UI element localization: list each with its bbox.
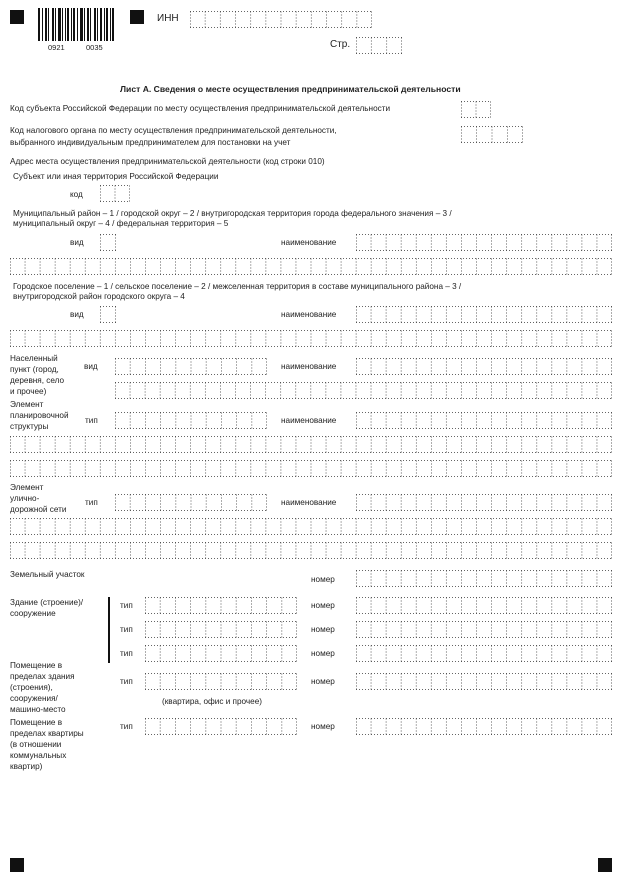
tax-code-input[interactable] <box>461 126 523 143</box>
planning-label-1: Элемент <box>10 400 44 409</box>
room-tip-input[interactable] <box>145 673 297 690</box>
inn-label: ИНН <box>157 13 179 24</box>
subject-territory-label: Субъект или иная территория Российской Федерации <box>13 172 219 181</box>
street-tip-input[interactable] <box>115 494 267 511</box>
planning-name-input[interactable] <box>356 412 612 429</box>
room-nomer-label: номер <box>311 677 335 686</box>
planning-label-3: структуры <box>10 422 49 431</box>
land-nomer-label: номер <box>311 575 335 584</box>
corner-mark-bottom-left <box>10 858 24 872</box>
building-nomer-input-2[interactable] <box>356 621 612 638</box>
planning-name-input-3[interactable] <box>10 460 612 477</box>
building-tip-label-3: тип <box>120 649 133 658</box>
tax-code-label-2: выбранного индивидуальным предпринимателем для постановки на учет <box>10 138 291 147</box>
planning-tip-input[interactable] <box>115 412 267 429</box>
locality-label-1: Населенный <box>10 354 58 363</box>
building-tip-label-1: тип <box>120 601 133 610</box>
room-label-2: пределах здания <box>10 672 75 681</box>
address-title: Адрес места осуществления предпринимательской деятельности (код строки 010) <box>10 157 325 166</box>
barcode-number-right: 0035 <box>86 43 103 52</box>
building-nomer-label-2: номер <box>311 625 335 634</box>
planning-name-label: наименование <box>281 416 337 425</box>
building-nomer-input-3[interactable] <box>356 645 612 662</box>
planning-tip-label: тип <box>85 416 98 425</box>
locality-label-3: деревня, село <box>10 376 65 385</box>
building-nomer-label-3: номер <box>311 649 335 658</box>
page-label: Стр. <box>330 39 351 50</box>
municipal-name-label: наименование <box>281 238 337 247</box>
flatroom-tip-label: тип <box>120 722 133 731</box>
room-tip-label: тип <box>120 677 133 686</box>
planning-name-input-2[interactable] <box>10 436 612 453</box>
room-label-5: машино-место <box>10 705 66 714</box>
page-number-input[interactable] <box>356 37 402 54</box>
room-label-3: (строения), <box>10 683 53 692</box>
street-tip-label: тип <box>85 498 98 507</box>
inn-input[interactable] <box>190 11 372 28</box>
corner-mark-bottom-right <box>598 858 612 872</box>
building-bracket <box>108 597 110 663</box>
room-nomer-input[interactable] <box>356 673 612 690</box>
municipal-label-1: Муниципальный район – 1 / городской округ – 2 / внутригородская территория города федерального значения – 3 / <box>13 209 452 218</box>
flatroom-label-2: пределах квартиры <box>10 729 84 738</box>
settlement-label-1: Городское поселение – 1 / сельское поселение – 2 / межселенная территория в составе муниципального района – 3 / <box>13 282 462 291</box>
room-label-1: Помещение в <box>10 661 63 670</box>
sheet-title: Лист А. Сведения о месте осуществления предпринимательской деятельности <box>120 84 461 94</box>
planning-label-2: планировочной <box>10 411 69 420</box>
building-label-1: Здание (строение)/ <box>10 598 84 607</box>
land-label: Земельный участок <box>10 570 85 579</box>
street-name-input-2[interactable] <box>10 518 612 535</box>
municipal-vid-label: вид <box>70 238 84 247</box>
locality-name-input-2[interactable] <box>115 382 612 399</box>
flatroom-tip-input[interactable] <box>145 718 297 735</box>
subject-code-label: Код субъекта Российской Федерации по месту осуществления предпринимательской деятельности <box>10 104 391 113</box>
subject-kod-input[interactable] <box>100 185 130 202</box>
flatroom-label-5: квартир) <box>10 762 43 771</box>
flatroom-label-1: Помещение в <box>10 718 63 727</box>
municipal-vid-input[interactable] <box>100 234 116 251</box>
street-label-2: улично- <box>10 494 40 503</box>
room-hint: (квартира, офис и прочее) <box>162 697 263 706</box>
building-nomer-input-1[interactable] <box>356 597 612 614</box>
building-tip-input-1[interactable] <box>145 597 297 614</box>
land-nomer-input[interactable] <box>356 570 612 587</box>
building-nomer-label-1: номер <box>311 601 335 610</box>
subject-code-input[interactable] <box>461 101 491 118</box>
settlement-name-input[interactable] <box>356 306 612 323</box>
locality-vid-input[interactable] <box>115 358 267 375</box>
room-label-4: сооружения/ <box>10 694 58 703</box>
kod-label: код <box>70 190 83 199</box>
municipal-name-input[interactable] <box>356 234 612 251</box>
settlement-vid-label: вид <box>70 310 84 319</box>
locality-name-label: наименование <box>281 362 337 371</box>
building-tip-input-3[interactable] <box>145 645 297 662</box>
settlement-name-label: наименование <box>281 310 337 319</box>
street-name-input[interactable] <box>356 494 612 511</box>
flatroom-nomer-label: номер <box>311 722 335 731</box>
building-tip-input-2[interactable] <box>145 621 297 638</box>
street-label-3: дорожной сети <box>10 505 67 514</box>
settlement-vid-input[interactable] <box>100 306 116 323</box>
settlement-name-input-2[interactable] <box>10 330 612 347</box>
barcode <box>38 8 114 41</box>
street-name-label: наименование <box>281 498 337 507</box>
flatroom-label-4: коммунальных <box>10 751 67 760</box>
tax-code-label-1: Код налогового органа по месту осуществления предпринимательской деятельности, <box>10 126 337 135</box>
locality-name-input[interactable] <box>356 358 612 375</box>
flatroom-label-3: (в отношении <box>10 740 62 749</box>
locality-vid-label: вид <box>84 362 98 371</box>
corner-mark-top-left <box>10 10 24 24</box>
locality-label-4: и прочее) <box>10 387 47 396</box>
locality-label-2: пункт (город, <box>10 365 59 374</box>
flatroom-nomer-input[interactable] <box>356 718 612 735</box>
corner-mark-top-mid <box>130 10 144 24</box>
municipal-name-input-2[interactable] <box>10 258 612 275</box>
settlement-label-2: внутригородской район городского округа – 4 <box>13 292 185 301</box>
barcode-number-left: 0921 <box>48 43 65 52</box>
street-label-1: Элемент <box>10 483 44 492</box>
municipal-label-2: муниципальный округ – 4 / федеральная территория – 5 <box>13 219 229 228</box>
building-label-2: сооружение <box>10 609 56 618</box>
building-tip-label-2: тип <box>120 625 133 634</box>
street-name-input-3[interactable] <box>10 542 612 559</box>
